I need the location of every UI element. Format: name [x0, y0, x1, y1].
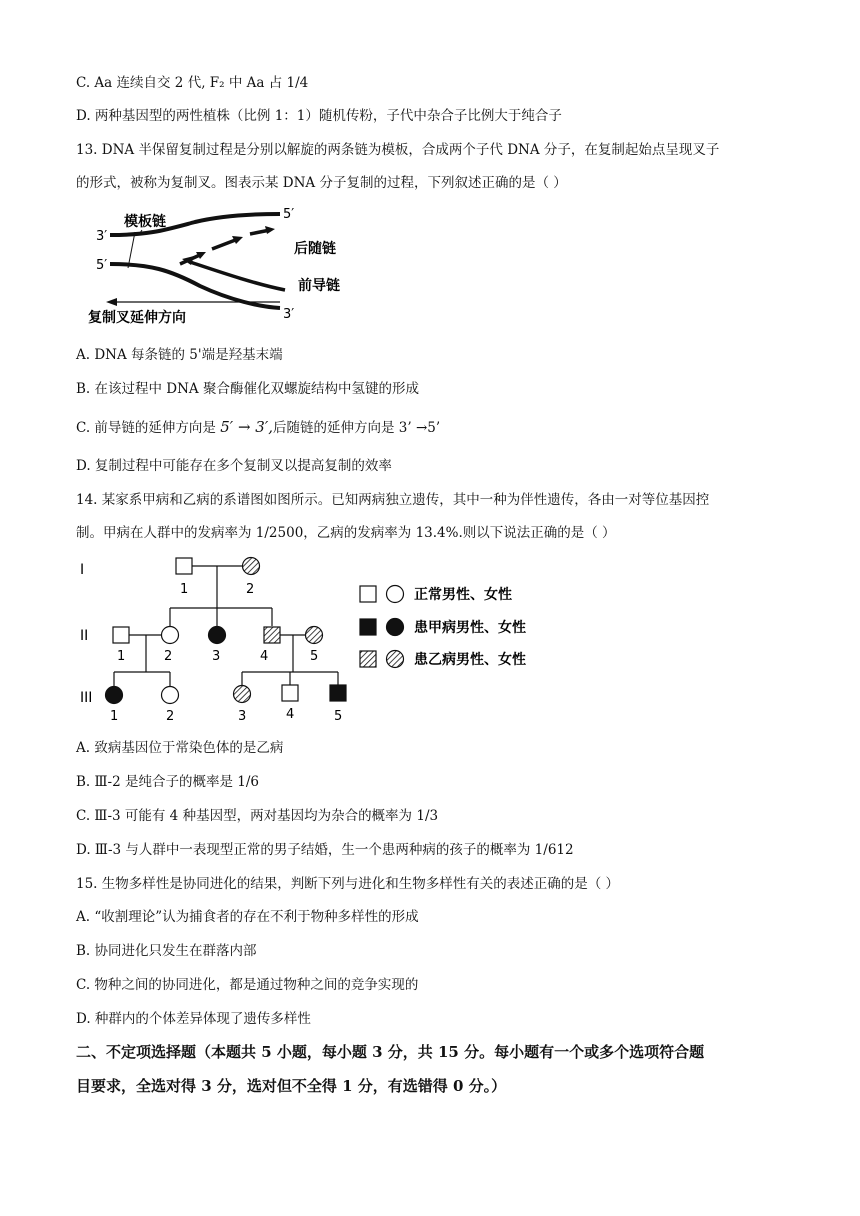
template-label: 模板链	[124, 214, 166, 230]
q13-option-c-post: 后随链的延伸方向是 3’ →5’	[273, 420, 441, 436]
lagging-label: 后随链	[294, 241, 336, 257]
g1-num-1: 1	[180, 582, 189, 597]
leading-label: 前导链	[298, 278, 340, 294]
g2-female-2	[162, 627, 179, 644]
end-left-bottom: 5′	[96, 258, 108, 273]
g2-female-3	[209, 627, 226, 644]
g1-num-2: 2	[246, 582, 255, 597]
g1-male-1	[176, 558, 192, 574]
g1-female-2	[243, 558, 260, 575]
q13-option-d: D. 复制过程中可能存在多个复制叉以提高复制的效率	[76, 458, 392, 474]
q13-option-b: B. 在该过程中 DNA 聚合酶催化双螺旋结构中氢键的形成	[76, 381, 419, 397]
q13-option-c	[76, 417, 440, 438]
q14-option-d: D. Ⅲ-3 与人群中一表现型正常的男子结婚，生一个患两种病的孩子的概率为 1/612	[76, 842, 574, 858]
pedigree-chart	[76, 552, 566, 727]
g2-num-1: 1	[117, 649, 126, 664]
end-left-top: 3′	[96, 229, 108, 244]
g3-num-4: 4	[286, 707, 295, 722]
legend-yi-label: 患乙病男性、女性	[414, 652, 526, 668]
q15-option-c: C. 物种之间的协同进化，都是通过物种之间的竞争实现的	[76, 977, 419, 993]
q13-stem-line1: 13. DNA 半保留复制过程是分别以解旋的两条链为模板，合成两个子代 DNA 分子，在复制起始点呈现叉子	[76, 142, 720, 158]
g3-num-2: 2	[166, 709, 175, 724]
end-bottom-right: 3′	[283, 307, 295, 322]
q15-stem: 15. 生物多样性是协同进化的结果，判断下列与进化和生物多样性有关的表述正确的是（ ）	[76, 876, 620, 892]
g2-num-3: 3	[212, 649, 221, 664]
gen-label-3: III	[80, 690, 93, 706]
end-top-right: 5′	[283, 207, 295, 222]
g2-female-5	[306, 627, 323, 644]
direction-label: 复制叉延伸方向	[88, 310, 186, 326]
q15-option-b: B. 协同进化只发生在群落内部	[76, 943, 257, 959]
legend-normal-label: 正常男性、女性	[414, 587, 512, 603]
dna-replication-figure	[80, 202, 370, 332]
g2-male-4	[264, 627, 280, 643]
legend-jia-male	[360, 619, 376, 635]
section2-heading-line1: 二、不定项选择题（本题共 5 小题，每小题 3 分，共 15 分。每小题有一个或多个选项符合题	[76, 1043, 705, 1061]
g2-num-4: 4	[260, 649, 269, 664]
q13-option-c-formula: 5′ → 3′,	[220, 418, 274, 436]
legend-jia-female	[387, 619, 404, 636]
lagging-fragment-2	[212, 239, 238, 249]
lagging-arrowhead-3	[265, 226, 275, 234]
template-strand-bottom	[110, 264, 280, 308]
template-pointer	[128, 232, 135, 268]
g3-female-1	[106, 687, 123, 704]
g3-female-2	[162, 687, 179, 704]
legend-normal-female	[387, 586, 404, 603]
q14-stem-line1: 14. 某家系甲病和乙病的系谱图如图所示。已知两病独立遗传，其中一种为伴性遗传，各由一对等位基因控	[76, 492, 710, 508]
direction-arrowhead	[106, 298, 117, 306]
g2-num-5: 5	[310, 649, 319, 664]
g3-male-4	[282, 685, 298, 701]
g3-female-3	[234, 686, 251, 703]
q13-option-c-pre: C. 前导链的延伸方向是	[76, 420, 221, 436]
q14-option-c: C. Ⅲ-3 可能有 4 种基因型，两对基因均为杂合的概率为 1/3	[76, 808, 439, 824]
q13-stem-line2: 的形式，被称为复制叉。图表示某 DNA 分子复制的过程，下列叙述正确的是（ ）	[76, 175, 567, 191]
q14-option-a: A. 致病基因位于常染色体的是乙病	[76, 740, 284, 756]
q14-stem-line2: 制。甲病在人群中的发病率为 1/2500，乙病的发病率为 13.4%.则以下说法正确的是（ ）	[76, 525, 616, 541]
q14-option-b: B. Ⅲ-2 是纯合子的概率是 1/6	[76, 774, 259, 790]
g3-num-1: 1	[110, 709, 119, 724]
legend-yi-male	[360, 651, 376, 667]
legend-normal-male	[360, 586, 376, 602]
g3-male-5	[330, 685, 346, 701]
legend-jia-label: 患甲病男性、女性	[414, 620, 526, 636]
q15-option-a: A. “收割理论”认为捕食者的存在不利于物种多样性的形成	[76, 909, 419, 925]
q12-option-d: D. 两种基因型的两性植株（比例 1：1）随机传粉，子代中杂合子比例大于纯合子	[76, 108, 562, 124]
legend-yi-female	[387, 651, 404, 668]
g3-num-3: 3	[238, 709, 247, 724]
g2-male-1	[113, 627, 129, 643]
g2-num-2: 2	[164, 649, 173, 664]
q13-option-a: A. DNA 每条链的 5'端是羟基末端	[76, 347, 283, 363]
g3-num-5: 5	[334, 709, 343, 724]
section2-heading-line2: 目要求，全选对得 3 分，选对但不全得 1 分，有选错得 0 分。）	[76, 1077, 507, 1095]
q15-option-d: D. 种群内的个体差异体现了遗传多样性	[76, 1011, 311, 1027]
gen-label-1: I	[80, 562, 85, 578]
gen-label-2: II	[80, 628, 89, 644]
q12-option-c: C. Aa 连续自交 2 代, F₂ 中 Aa 占 1/4	[76, 75, 309, 91]
